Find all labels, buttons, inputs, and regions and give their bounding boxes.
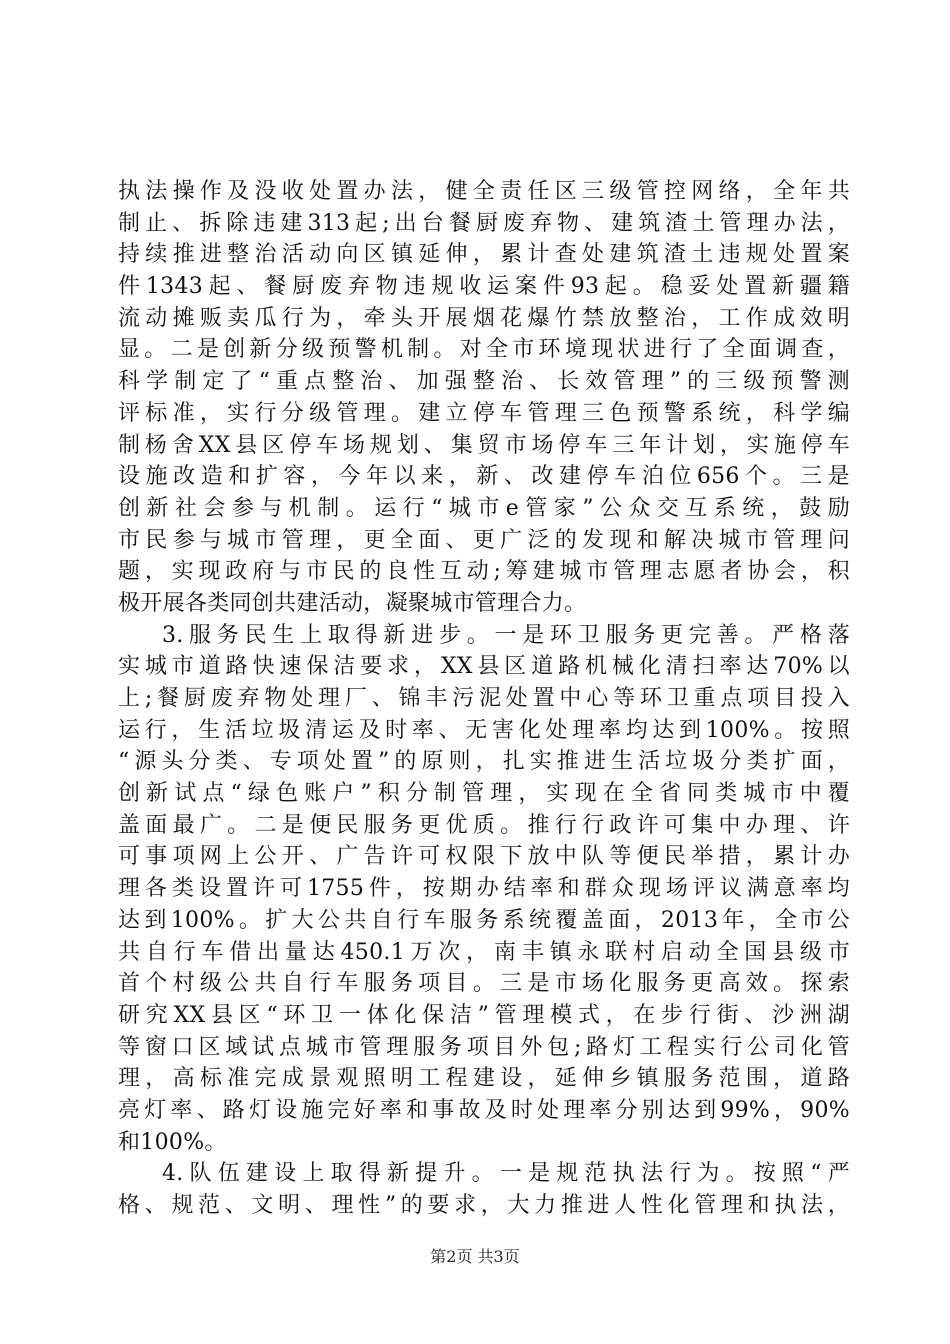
text-line: 共自行车借出量达450.1万次，南丰镇永联村启动全国县级市 xyxy=(118,939,850,965)
text-line: 理各类设置许可1755件，按期办结率和群众现场评议满意率均 xyxy=(118,876,850,902)
text-line: 流动摊贩卖瓜行为，牵头开展烟花爆竹禁放整治，工作成效明 xyxy=(118,305,850,331)
text-line: 持续推进整治活动向区镇延伸，累计查处建筑渣土违规处置案 xyxy=(118,242,850,268)
text-line: 题，实现政府与市民的良性互动;筹建城市管理志愿者协会，积 xyxy=(118,559,850,585)
text-line: 制止、拆除违建313起;出台餐厨废弃物、建筑渣土管理办法， xyxy=(118,210,850,236)
document-body xyxy=(118,176,850,1222)
text-line: 执法操作及没收处置办法，健全责任区三级管控网络，全年共 xyxy=(118,179,850,204)
text-line: 和100%。 xyxy=(118,1129,227,1155)
text-line: 格、规范、文明、理性”的要求，大力推进人性化管理和执法， xyxy=(118,1193,850,1218)
text-line: 运行，生活垃圾清运及时率、无害化处理率均达到100%。按照 xyxy=(118,717,850,743)
text-line: 首个村级公共自行车服务项目。三是市场化服务更高效。探索 xyxy=(118,971,850,997)
text-line: 极开展各类同创共建活动，凝聚城市管理合力。 xyxy=(118,590,587,616)
text-line: 盖面最广。二是便民服务更优质。推行行政许可集中办理、许 xyxy=(118,812,850,838)
page-footer: 第2页 共3页 xyxy=(430,1247,520,1266)
text-line: 件1343起、餐厨废弃物违规收运案件93起。稳妥处置新疆籍 xyxy=(118,274,850,300)
text-line: 显。二是创新分级预警机制。对全市环境现状进行了全面调查， xyxy=(118,337,850,363)
text-line: 市民参与城市管理，更全面、更广泛的发现和解决城市管理问 xyxy=(118,527,850,553)
text-line: 创新社会参与机制。运行“城市e管家”公众交互系统，鼓励 xyxy=(118,495,850,521)
text-line: 设施改造和扩容，今年以来，新、改建停车泊位656个。三是 xyxy=(118,464,850,490)
text-line: 达到100%。扩大公共自行车服务系统覆盖面，2013年，全市公 xyxy=(118,907,850,933)
text-line: 等窗口区域试点城市管理服务项目外包;路灯工程实行公司化管 xyxy=(118,1034,850,1060)
text-line: 可事项网上公开、广告许可权限下放中队等便民举措，累计办 xyxy=(118,844,850,870)
section-heading-line: 3.服务民生上取得新进步。一是环卫服务更完善。严格落 xyxy=(162,622,850,648)
text-line: 制杨舍XX县区停车场规划、集贸市场停车三年计划，实施停车 xyxy=(118,432,850,458)
text-line: 创新试点“绿色账户”积分制管理，实现在全省同类城市中覆 xyxy=(118,781,850,807)
text-line: 亮灯率、路灯设施完好率和事故及时处理率分别达到99%，90% xyxy=(118,1097,850,1123)
section-heading-line: 4.队伍建设上取得新提升。一是规范执法行为。按照“严 xyxy=(162,1161,850,1187)
text-line: 理，高标准完成景观照明工程建设，延伸乡镇服务范围，道路 xyxy=(118,1066,850,1092)
text-line: 评标准，实行分级管理。建立停车管理三色预警系统，科学编 xyxy=(118,400,850,426)
text-line: “源头分类、专项处置”的原则，扎实推进生活垃圾分类扩面， xyxy=(118,749,850,775)
text-line: 上;餐厨废弃物处理厂、锦丰污泥处置中心等环卫重点项目投入 xyxy=(118,686,850,711)
text-line: 研究XX县区“环卫一体化保洁”管理模式，在步行街、沙洲湖 xyxy=(118,1002,850,1028)
text-line: 科学制定了“重点整治、加强整治、长效管理”的三级预警测 xyxy=(118,369,850,395)
text-line: 实城市道路快速保洁要求，XX县区道路机械化清扫率达70%以 xyxy=(118,654,850,680)
